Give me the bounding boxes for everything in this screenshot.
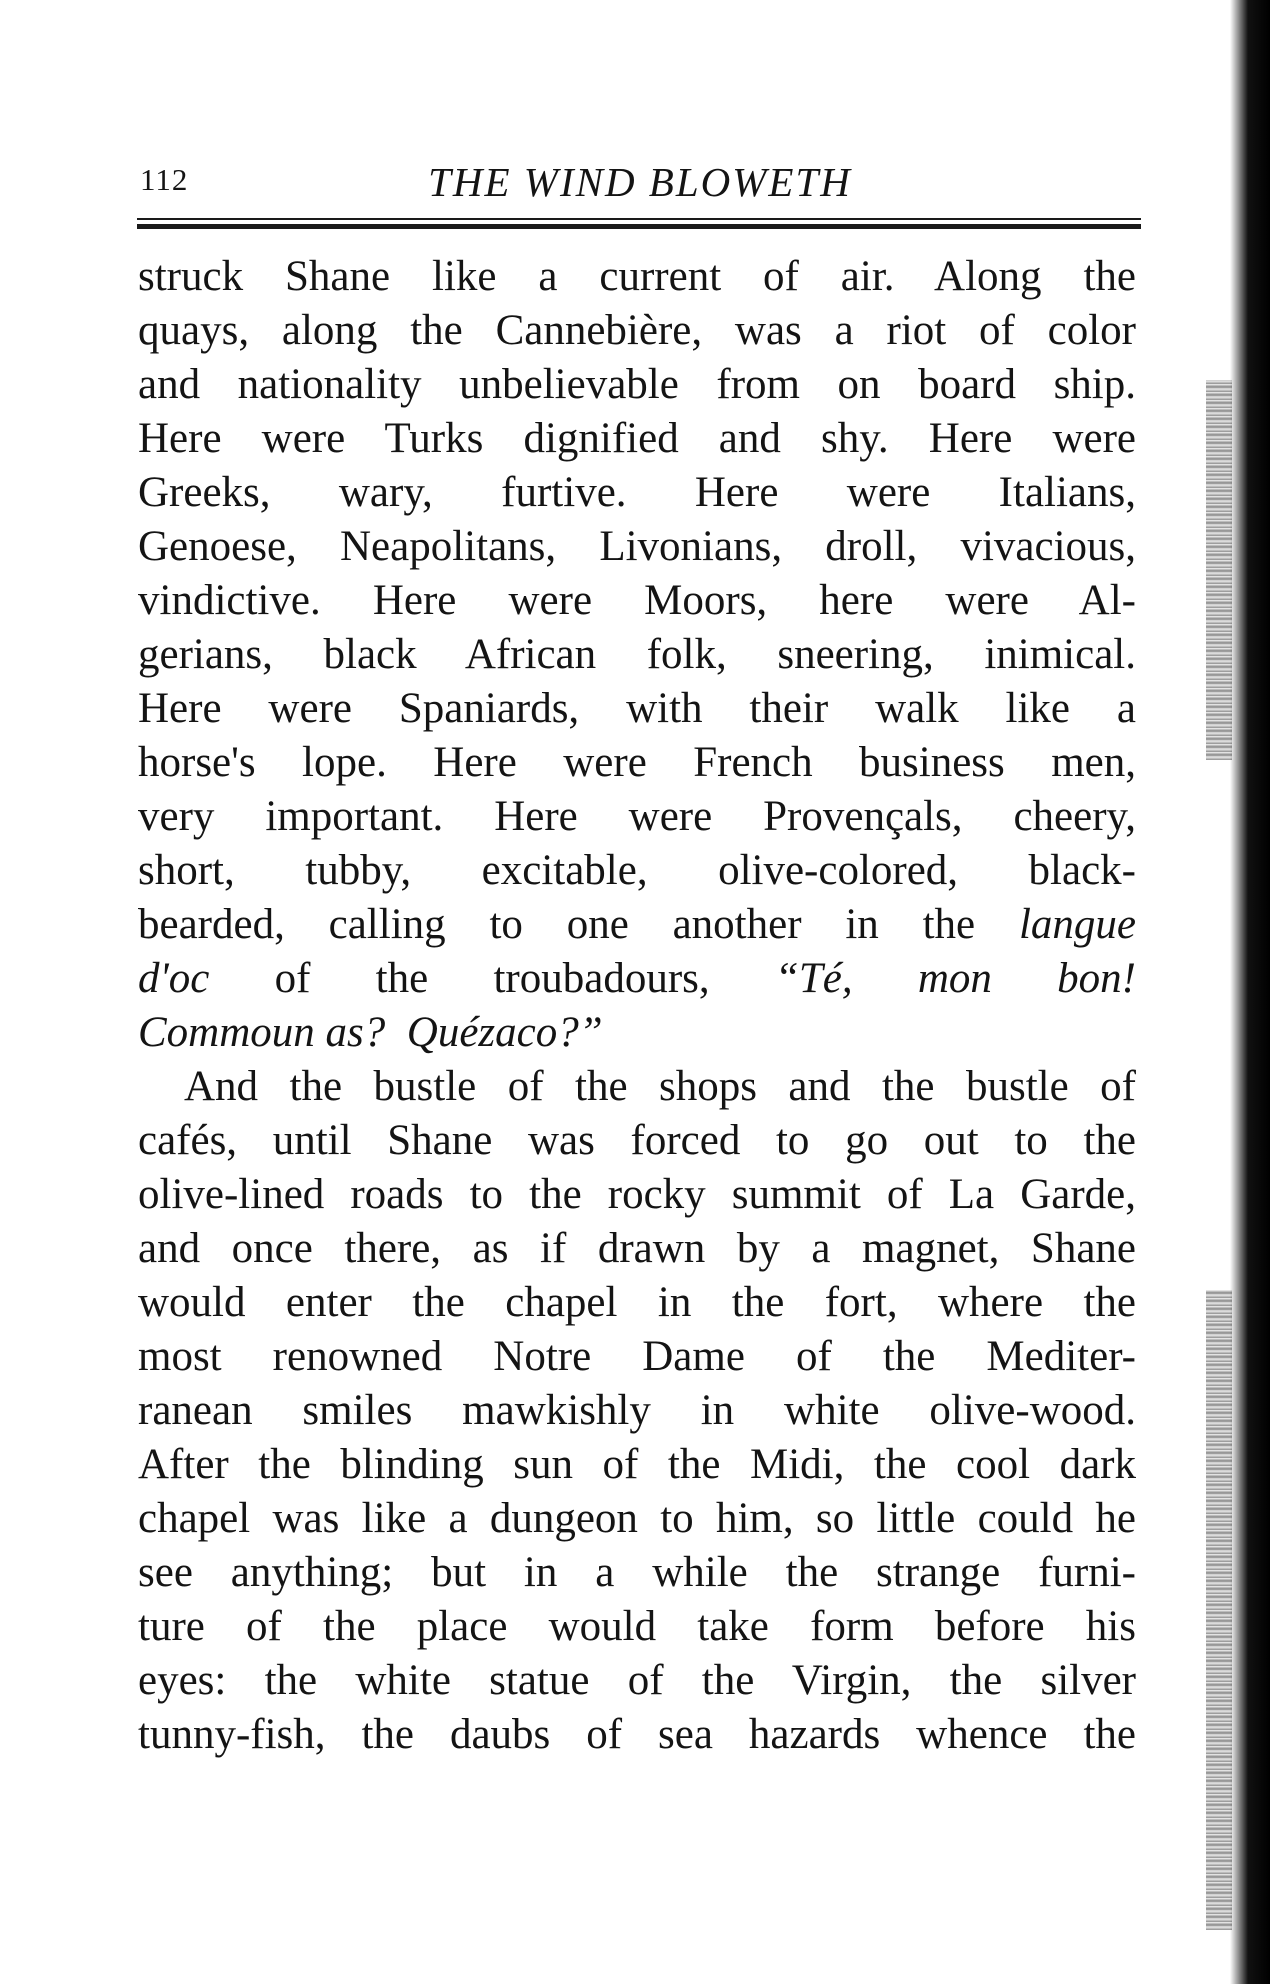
text-line-mixed [138,1006,1136,1060]
page-edge-shadow [1230,0,1270,1984]
text-line: eyes: the white statue of the Virgin, the silver [138,1657,1136,1704]
text-line: would enter the chapel in the fort, where the [138,1279,1136,1326]
text-line: vindictive. Here were Moors, here were Al- [138,577,1136,624]
text-line: and once there, as if drawn by a magnet, Shane [138,1225,1136,1272]
text-segment: of the troubadours, [274,955,710,1002]
text-line: and nationality unbelievable from on board ship. [138,361,1136,408]
text-line-mixed [138,952,1136,1006]
text-line: ranean smiles mawkishly in white olive-wood. [138,1387,1136,1434]
body-text [138,250,1136,1762]
text-line: Genoese, Neapolitans, Livonians, droll, vivacious, [138,523,1136,570]
italic-text: d'oc [138,955,210,1002]
text-line: short, tubby, excitable, olive-colored, black- [138,847,1136,894]
italic-text: Commoun as? [138,1009,386,1056]
text-line: After the blinding sun of the Midi, the cool dark [138,1441,1136,1488]
page-edge-texture [1206,1290,1232,1930]
text-line-mixed [138,898,1136,952]
text-line: Here were Turks dignified and shy. Here were [138,415,1136,462]
text-line: struck Shane like a current of air. Along the [138,253,1136,300]
text-segment: bearded, calling to one another in the [138,901,976,948]
text-line: ture of the place would take form before his [138,1603,1136,1650]
header-rule-thick [137,224,1141,229]
text-line: quays, along the Cannebière, was a riot of color [138,307,1136,354]
text-line: horse's lope. Here were French business men, [138,739,1136,786]
header-rule-thin [137,218,1141,220]
text-line: chapel was like a dungeon to him, so little could he [138,1495,1136,1542]
text-line: very important. Here were Provençals, cheery, [138,793,1136,840]
text-line: tunny-fish, the daubs of sea hazards whence the [138,1711,1136,1758]
paragraph-start-line: And the bustle of the shops and the bustle of [184,1063,1136,1110]
page-header [140,152,1140,212]
running-title: THE WIND BLOWETH [428,159,852,205]
text-line: see anything; but in a while the strange furni- [138,1549,1136,1596]
text-line: cafés, until Shane was forced to go out to the [138,1117,1136,1164]
page-edge-texture [1206,380,1232,760]
italic-text: Quézaco?” [406,1009,603,1056]
italic-text: langue [1018,901,1136,948]
page-number: 112 [140,162,189,197]
text-line: most renowned Notre Dame of the Mediter- [138,1333,1136,1380]
text-line: Greeks, wary, furtive. Here were Italians, [138,469,1136,516]
text-line: Here were Spaniards, with their walk like a [138,685,1136,732]
italic-text: “Té, mon bon! [774,955,1137,1002]
text-line: gerians, black African folk, sneering, inimical. [138,631,1136,678]
text-line: olive-lined roads to the rocky summit of La Garde, [138,1171,1136,1218]
